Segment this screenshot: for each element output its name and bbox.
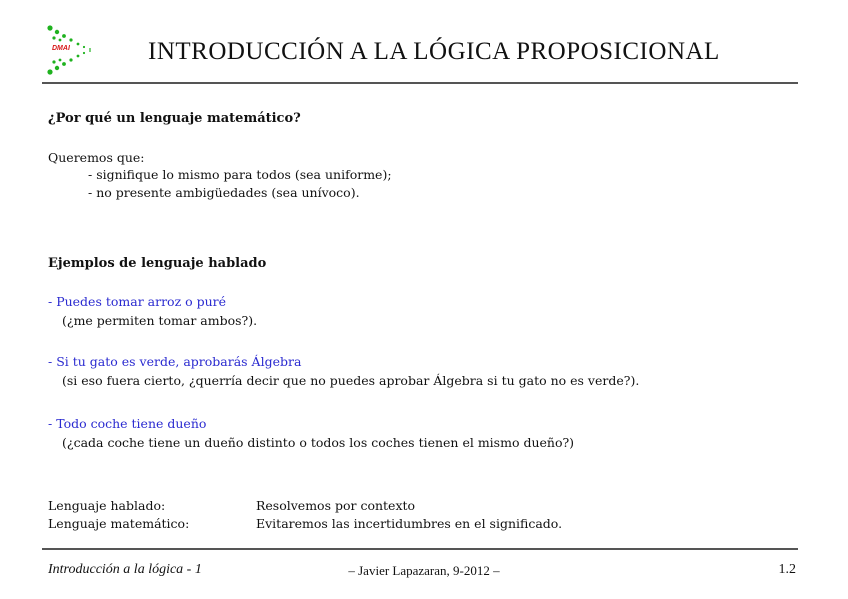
page-title: INTRODUCCIÓN A LA LÓGICA PROPOSICIONAL — [148, 38, 720, 65]
bullet-item: - no presente ambigüedades (sea unívoco). — [88, 185, 360, 200]
footer-course-title: Introducción a la lógica - 1 — [48, 562, 202, 577]
section-heading-examples: Ejemplos de lenguaje hablado — [48, 256, 267, 271]
dmai-logo — [44, 24, 104, 78]
example-phrase: - Puedes tomar arroz o puré — [48, 294, 227, 309]
intro-text: Queremos que: — [48, 150, 145, 165]
example-comment: (¿cada coche tiene un dueño distinto o todos los coches tienen el mismo dueño?) — [62, 435, 575, 450]
footer-divider — [42, 548, 798, 550]
header-divider — [42, 82, 798, 84]
summary-label: Lenguaje hablado: — [48, 498, 166, 513]
logo-text: DMAI — [52, 45, 70, 52]
footer-author: – Javier Lapazaran, 9-2012 – — [348, 563, 500, 578]
summary-value: Evitaremos las incertidumbres en el significado. — [256, 516, 563, 531]
example-phrase: - Si tu gato es verde, aprobarás Álgebra — [48, 354, 302, 369]
summary-label: Lenguaje matemático: — [48, 516, 190, 531]
example-comment: (si eso fuera cierto, ¿querría decir que no puedes aprobar Álgebra si tu gato no es verde?). — [62, 373, 640, 388]
example-comment: (¿me permiten tomar ambos?). — [62, 313, 258, 328]
slide-number: 1.2 — [778, 562, 796, 577]
bullet-item: - signifique lo mismo para todos (sea uniforme); — [88, 167, 392, 182]
summary-value: Resolvemos por contexto — [256, 498, 416, 513]
example-phrase: - Todo coche tiene dueño — [48, 416, 207, 431]
section-heading-why: ¿Por qué un lenguaje matemático? — [48, 111, 301, 126]
